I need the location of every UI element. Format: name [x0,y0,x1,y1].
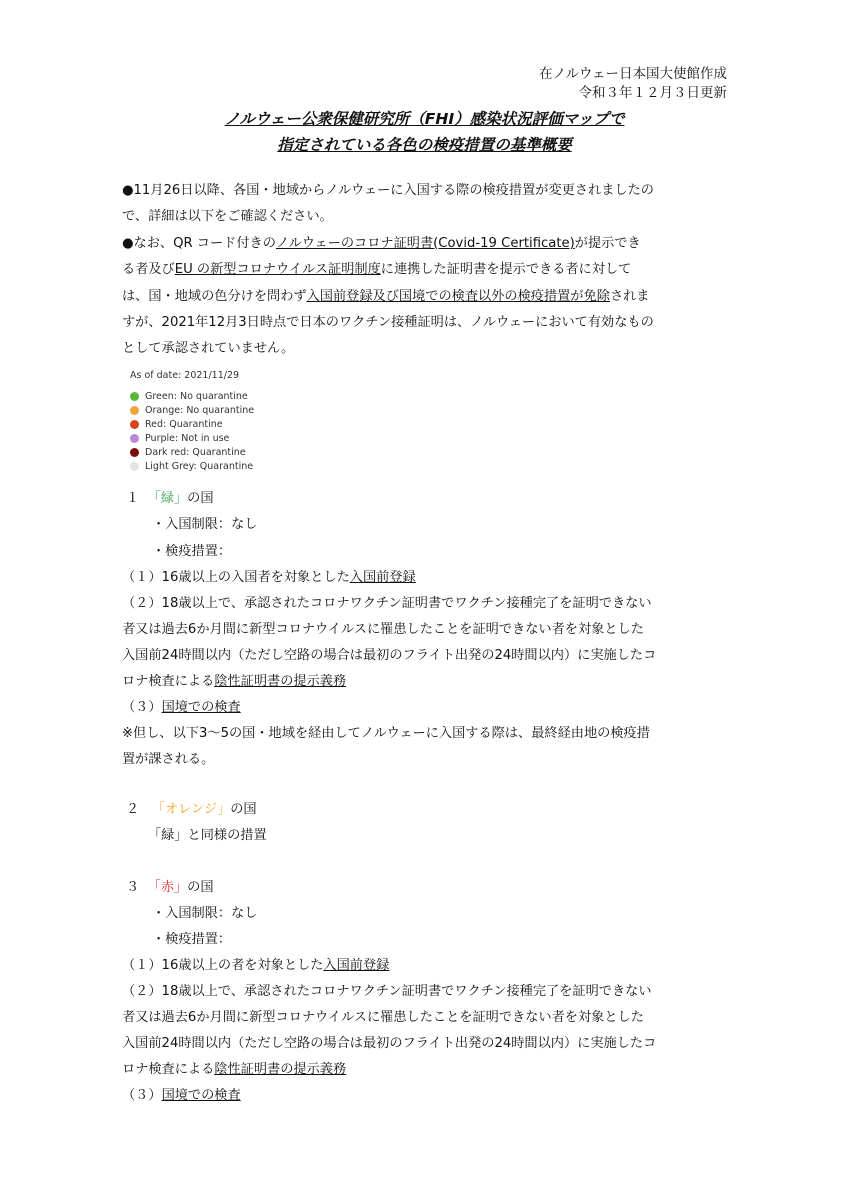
legend-label: Red: Quarantine [145,418,223,430]
underlined-text: 国境での検査 [161,1088,241,1103]
measure-1 [122,956,389,976]
text-span: が提示でき [574,236,641,251]
text-span: （３） [122,1088,162,1103]
purple-dot-icon [130,434,139,443]
page-title-line2: 指定されている各色の検疫措置の基準概要 [277,136,572,154]
red-dot-icon [130,420,139,429]
measure-3 [122,1086,241,1106]
legend-item [130,417,254,431]
underlined-text: ノルウェーのコロナ証明書(Covid-19 Certificate) [275,236,575,251]
measure-2-line4 [122,672,346,692]
underlined-text: 国境での検査 [161,700,241,715]
entry-restriction: ・入国制限：なし [152,517,258,532]
quarantine-measures: ・検疫措置： [152,544,232,559]
intro-p2-line2 [122,260,631,280]
intro-p2-line4: すが、2021年12月3日時点で日本のワクチン接種証明は、ノルウェーにおいて有効なもの [122,315,654,330]
text-span: の国 [187,880,214,895]
text-span: の国 [230,802,257,817]
measure-3 [122,698,241,718]
legend-label: Purple: Not in use [145,432,230,444]
section-1-heading [126,489,214,509]
underlined-text: 入国前登録及び国境での検査以外の検疫措置が免除 [306,289,610,304]
quarantine-measures: ・検疫措置： [152,932,232,947]
legend-label: Light Grey: Quarantine [145,460,254,472]
update-date: 令和３年１２月３日更新 [578,85,727,101]
measure-2-line1: （２）18歳以上で、承認されたコロナワクチン証明書でワクチン接種完了を証明できない [122,984,652,999]
text-span: ロナ検査による [122,1062,215,1077]
section-3-heading [126,878,214,898]
legend-item [130,389,254,403]
light-grey-dot-icon [130,462,139,471]
text-span: （１）16歳以上の者を対象とした [122,958,324,973]
entry-restriction: ・入国制限：なし [152,906,258,921]
legend-label: Orange: No quarantine [145,404,255,416]
text-span: （１）16歳以上の入国者を対象とした [122,570,350,585]
green-dot-icon [130,392,139,401]
note-line2: 置が課される。 [122,752,215,767]
section-number: １ [126,491,140,506]
underlined-text: 陰性証明書の提示義務 [214,674,347,689]
intro-p2-line3 [122,287,650,307]
color-word-green: 「緑」 [147,491,188,506]
legend-item [130,431,254,445]
text-span: されま [609,289,650,304]
measure-2-line2: 者又は過去6か月間に新型コロナウイルスに罹患したことを証明できない者を対象とした [122,1010,644,1025]
page-title-line1: ノルウェー公衆保健研究所（FHI）感染状況評価マップで [224,110,625,128]
intro-p2-line1 [122,234,641,254]
color-word-orange: 「オレンジ」 [151,802,231,817]
color-word-red: 「赤」 [147,880,188,895]
intro-p1-line1: ●11月26日以降、各国・地域からノルウェーに入国する際の検疫措置が変更されましたの [122,183,654,198]
legend-label: Green: No quarantine [145,390,248,402]
measure-2-line3: 入国前24時間以内（ただし空路の場合は最初のフライト出発の24時間以内）に実施したコ [122,648,657,663]
text-span: に連携した証明書を提示できる者に対して [380,262,632,277]
measure-2-line2: 者又は過去6か月間に新型コロナウイルスに罹患したことを証明できない者を対象とした [122,622,644,637]
legend-item [130,403,254,417]
color-legend [130,370,254,473]
text-span: の国 [187,491,214,506]
issuer-text: 在ノルウェー日本国大使館作成 [539,66,727,82]
measure-2-line3: 入国前24時間以内（ただし空路の場合は最初のフライト出発の24時間以内）に実施したコ [122,1036,657,1051]
section-number: ３ [126,880,140,895]
measure-2-line1: （２）18歳以上で、承認されたコロナワクチン証明書でワクチン接種完了を証明できない [122,596,652,611]
intro-p2-line5: として承認されていません。 [122,341,295,356]
underlined-text: 陰性証明書の提示義務 [214,1062,347,1077]
section-2-desc: 「緑」と同様の措置 [148,828,267,843]
legend-label: Dark red: Quarantine [145,446,246,458]
legend-item [130,459,254,473]
intro-p1-line2: で、詳細は以下をご確認ください。 [122,209,333,224]
orange-dot-icon [130,406,139,415]
measure-1 [122,568,416,588]
legend-as-of: As of date: 2021/11/29 [130,370,240,381]
measure-2-line4 [122,1060,346,1080]
dark-red-dot-icon [130,448,139,457]
section-2-heading [126,800,257,820]
section-number: ２ [126,802,140,817]
text-span: ロナ検査による [122,674,215,689]
text-span: ●なお、QR コード付きの [122,236,276,251]
text-span: る者及び [122,262,175,277]
underlined-text: EU の新型コロナウイルス証明制度 [174,262,381,277]
underlined-text: 入国前登録 [323,958,390,973]
text-span: は、国・地域の色分けを問わず [122,289,307,304]
underlined-text: 入国前登録 [349,570,416,585]
text-span: （３） [122,700,162,715]
legend-item [130,445,254,459]
note-line1: ※但し、以下3～5の国・地域を経由してノルウェーに入国する際は、最終経由地の検疫措 [122,726,650,741]
